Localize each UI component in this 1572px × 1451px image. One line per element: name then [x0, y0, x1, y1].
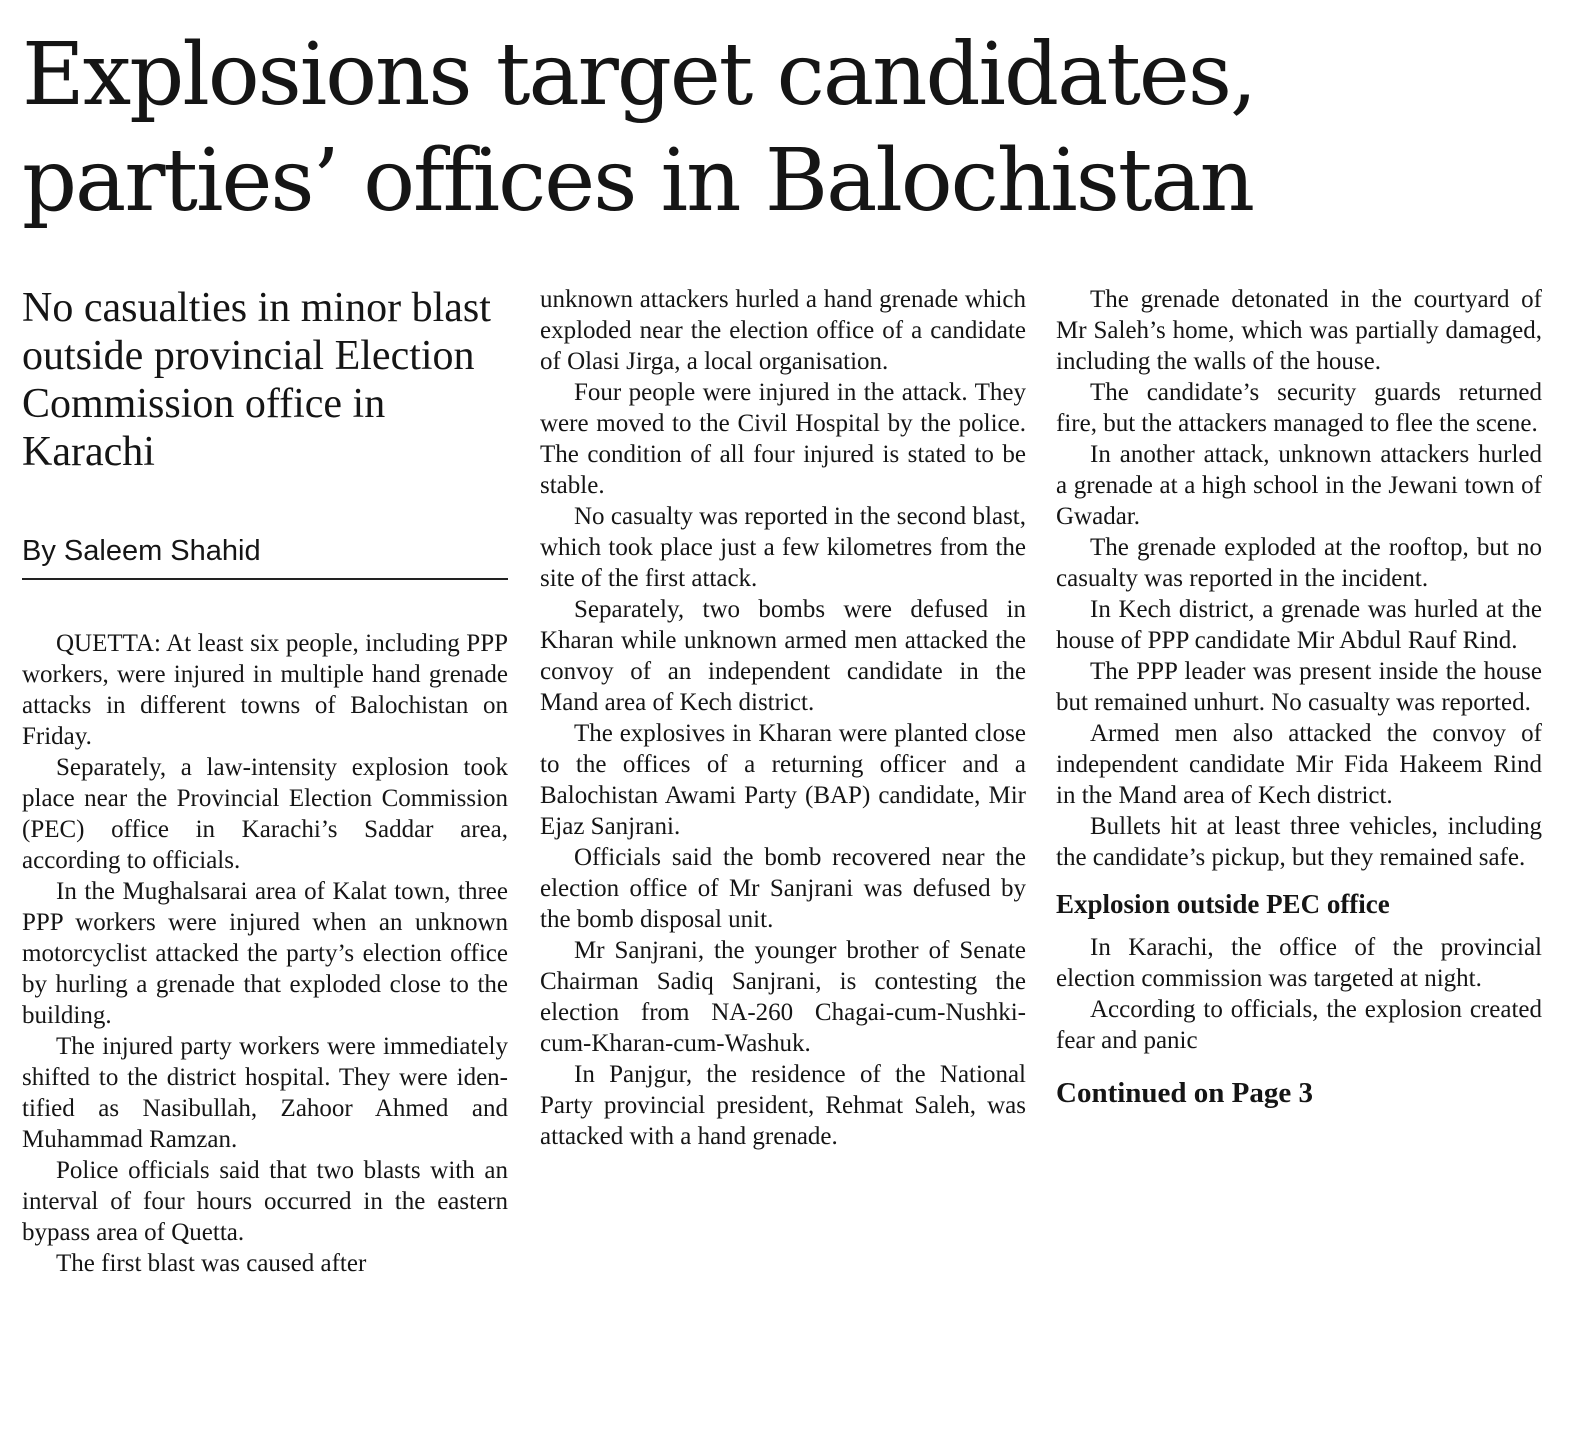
paragraph: No casualty was reported in the second blast, which took place just a few kilometres from the site of the first attack.: [540, 503, 1026, 592]
paragraph: In another attack, unknown attackers hurled a grenade at a high school in the Jewani town of Gwadar.: [1056, 441, 1542, 530]
headline-line-2: parties’ offices in Balochistan: [22, 131, 1254, 231]
byline: By Saleem Shahid: [22, 534, 508, 580]
paragraph: In Kech district, a grenade was hurled at the house of PPP candidate Mir Abdul Rauf Rind.: [1056, 596, 1542, 654]
paragraph: Four people were injured in the attack. They were moved to the Civil Hospital by the police. The condition of all four injured is stated to be stable.: [540, 379, 1026, 499]
column-3-body: [1056, 284, 1542, 1110]
paragraph: The injured party workers were immediately shifted to the district hospital. They were identified as Nasibullah, Zahoor Ahmed and Muhammad Ramzan.: [22, 1033, 508, 1153]
paragraph: Armed men also attacked the convoy of independent candidate Mir Fida Hakeem Rind in the Mand area of Kech district.: [1056, 720, 1542, 809]
paragraph: Bullets hit at least three vehicles, including the candidate’s pickup, but they remained safe.: [1056, 813, 1542, 871]
paragraph: The grenade detonated in the courtyard of Mr Saleh’s home, which was partially damaged, including the walls of the house.: [1056, 286, 1542, 375]
paragraph: In the Mughalsarai area of Kalat town, three PPP workers were injured when an unknown motorcyclist attacked the party’s election office by hurling a grenade that exploded close to the building.: [22, 878, 508, 1029]
column-1-body: [22, 628, 508, 1279]
column-3: [1056, 284, 1542, 1110]
paragraph: Officials said the bomb recovered near the election office of Mr Sanjrani was defused by the bomb disposal unit.: [540, 844, 1026, 933]
paragraph: QUETTA: At least six people, including PPP workers, were injured in multiple hand grenade attacks in different towns of Balochistan on Friday.: [22, 630, 508, 750]
paragraph: The grenade exploded at the rooftop, but no casualty was reported in the incident.: [1056, 534, 1542, 592]
column-1: [22, 284, 508, 1279]
paragraph: The first blast was caused after: [56, 1250, 367, 1277]
paragraph: In Panjgur, the residence of the National Party provincial president, Rehmat Saleh, was attacked with a hand grenade.: [540, 1061, 1026, 1150]
crosshead: Explosion outside PEC office: [1056, 889, 1390, 919]
paragraph: Separately, two bombs were defused in Kharan while unknown armed men attacked the convoy of an independent candidate in the Mand area of Kech district.: [540, 596, 1026, 716]
continued-on-page-link[interactable]: Continued on Page 3: [1056, 1077, 1314, 1109]
headline: [22, 22, 1557, 234]
continued-paragraph: unknown attackers hurled a hand grenade which exploded near the election office of a candidate of Olasi Jirga, a local organisation.: [540, 286, 1026, 375]
paragraph: Separately, a law-intensity explosion took place near the Provincial Election Commission (PEC) office in Karachi’s Saddar area, according to officials.: [22, 754, 508, 874]
paragraph: According to officials, the explosion created fear and panic: [1056, 996, 1542, 1054]
subheadline: No casualties in minor blast outside provincial Election Commission office in Karachi: [22, 285, 491, 475]
paragraph: Mr Sanjrani, the younger brother of Senate Chairman Sadiq Sanjrani, is contesting the election from NA-260 Chagai-cum-Nushki-cum-Kharan-cum-Washuk.: [540, 937, 1026, 1057]
paragraph: In Karachi, the office of the provincial election commission was targeted at night.: [1056, 934, 1542, 992]
headline-line-1: Explosions target candidates,: [22, 25, 1256, 125]
column-2: [540, 284, 1026, 1152]
column-2-body: [540, 284, 1026, 1152]
paragraph: The candidate’s security guards returned fire, but the attackers managed to flee the scene.: [1056, 379, 1542, 437]
paragraph: The PPP leader was present inside the house but remained unhurt. No casualty was reported.: [1056, 658, 1542, 716]
paragraph: Police officials said that two blasts with an interval of four hours occurred in the eastern bypass area of Quetta.: [22, 1157, 508, 1246]
paragraph: The explosives in Kharan were planted close to the offices of a returning officer and a Balochistan Awami Party (BAP) candidate, Mir Ejaz Sanjrani.: [540, 720, 1026, 840]
